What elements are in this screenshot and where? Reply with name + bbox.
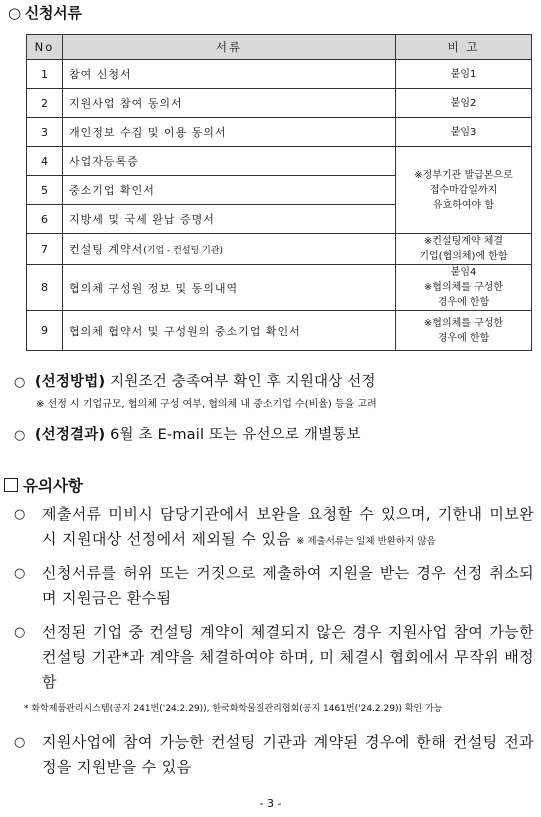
table-row	[27, 265, 532, 311]
remark-line: ※정부기관 발급본으로	[414, 169, 513, 181]
row-remark	[396, 265, 532, 311]
row-document: 협의체 구성원 정보 및 동의내역	[63, 265, 396, 311]
remark-line: ※컨설팅계약 체결	[423, 236, 504, 247]
table-row	[27, 311, 532, 351]
row-remark: 붙임2	[396, 89, 532, 118]
row-no: 9	[27, 311, 63, 351]
remark-line: 유효하여야 함	[432, 199, 495, 211]
row-document: 지방세 및 국세 완납 증명서	[63, 205, 396, 234]
table-row	[27, 60, 532, 89]
notice-item	[14, 620, 534, 695]
notice-item-text: 선정된 기업 중 컨설팅 계약이 체결되지 않은 경우 지원사업 참여 가능한 컨설팅 기관*과 계약을 체결하여야 하며, 미 체결시 협회에서 무작위 배정함	[42, 623, 534, 691]
row-document-sub: (기업 - 컨설팅 기관)	[143, 246, 223, 256]
row-document-main: 컨설팅 계약서	[69, 243, 144, 256]
selection-note: ※ 선정 시 기업규모, 협의체 구성 여부, 협의체 내 중소기업 수(비율) 등을 고려	[36, 399, 377, 410]
row-document: 협의체 협약서 및 구성원의 중소기업 확인서	[63, 311, 396, 351]
circle-bullet-icon: ○	[14, 735, 26, 750]
notice-item	[14, 502, 534, 554]
merged-remark	[396, 147, 532, 234]
notice-title: 유의사항	[23, 477, 83, 495]
circle-bullet-icon: ○	[14, 507, 26, 522]
table-row	[27, 147, 532, 176]
table-row	[27, 89, 532, 118]
table-row	[27, 234, 532, 265]
table-header-row	[27, 35, 532, 60]
row-no: 4	[27, 147, 63, 176]
footnote: * 화학제품관리시스템(공지 241번('24.2.29)), 한국화학물질관리협회(공지 1461번('24.2.29)) 확인 가능	[24, 704, 443, 714]
circle-bullet-icon: ○	[14, 566, 26, 581]
row-remark: 붙임3	[396, 118, 532, 147]
row-document: 참여 신청서	[63, 60, 396, 89]
square-bullet-icon	[4, 478, 18, 492]
selection-result	[14, 423, 529, 444]
notice-item-small: ※ 제출서류는 일체 반환하지 않음	[296, 536, 436, 547]
notice-item-text: 지원사업에 참여 가능한 컨설팅 기관과 계약된 경우에 한해 컨설팅 전과정을 지원받을 수 있음	[42, 733, 534, 776]
row-remark	[396, 234, 532, 265]
page-number: - 3 -	[259, 797, 282, 810]
row-document: 지원사업 참여 동의서	[63, 89, 396, 118]
remark-line: 기업(협의체)에 한함	[419, 251, 508, 262]
header-remarks: 비 고	[396, 35, 532, 60]
remark-line: 붙임4	[450, 267, 477, 278]
header-no: No	[27, 35, 63, 60]
selection-method	[14, 370, 529, 410]
header-document: 서류	[63, 35, 396, 60]
selection-text: 지원조건 충족여부 확인 후 지원대상 선정	[110, 374, 376, 390]
row-no: 8	[27, 265, 63, 311]
remark-line: ※협의체를 구성한	[423, 317, 504, 329]
row-document	[63, 234, 396, 265]
row-document: 개인정보 수집 및 이용 동의서	[63, 118, 396, 147]
section-title-documents	[8, 2, 82, 23]
notice-item	[14, 730, 534, 780]
remark-line: 접수마감일까지	[429, 184, 498, 196]
notice-heading	[4, 474, 83, 496]
row-remark	[396, 311, 532, 351]
remark-line: 경우에 한함	[437, 332, 490, 344]
result-label: (선정결과)	[34, 427, 106, 443]
notice-item-text: 제출서류 미비시 담당기관에서 보완을 요청할 수 있으며, 기한내 미보완시 지원대상 선정에서 제외될 수 있음	[42, 505, 534, 548]
circle-bullet-icon: ○	[14, 625, 26, 640]
circle-bullet-icon: ○	[14, 375, 26, 390]
result-text: 6월 초 E-mail 또는 유선으로 개별통보	[110, 427, 361, 443]
documents-table	[26, 34, 532, 351]
notice-item	[14, 561, 534, 611]
remark-line: ※협의체를 구성한	[423, 282, 504, 293]
row-document: 중소기업 확인서	[63, 176, 396, 205]
table-row	[27, 118, 532, 147]
row-no: 7	[27, 234, 63, 265]
row-no: 6	[27, 205, 63, 234]
circle-bullet-icon: ○	[8, 4, 21, 22]
row-remark: 붙임1	[396, 60, 532, 89]
notice-item-text: 신청서류를 허위 또는 거짓으로 제출하여 지원을 받는 경우 선정 취소되며 지원금은 환수됨	[42, 564, 534, 607]
selection-label: (선정방법)	[34, 374, 106, 390]
row-no: 3	[27, 118, 63, 147]
row-no: 5	[27, 176, 63, 205]
remark-line: 경우에 한함	[437, 297, 490, 308]
row-document: 사업자등록증	[63, 147, 396, 176]
row-no: 2	[27, 89, 63, 118]
circle-bullet-icon: ○	[14, 428, 26, 443]
section-title-text: 신청서류	[24, 4, 82, 22]
row-no: 1	[27, 60, 63, 89]
